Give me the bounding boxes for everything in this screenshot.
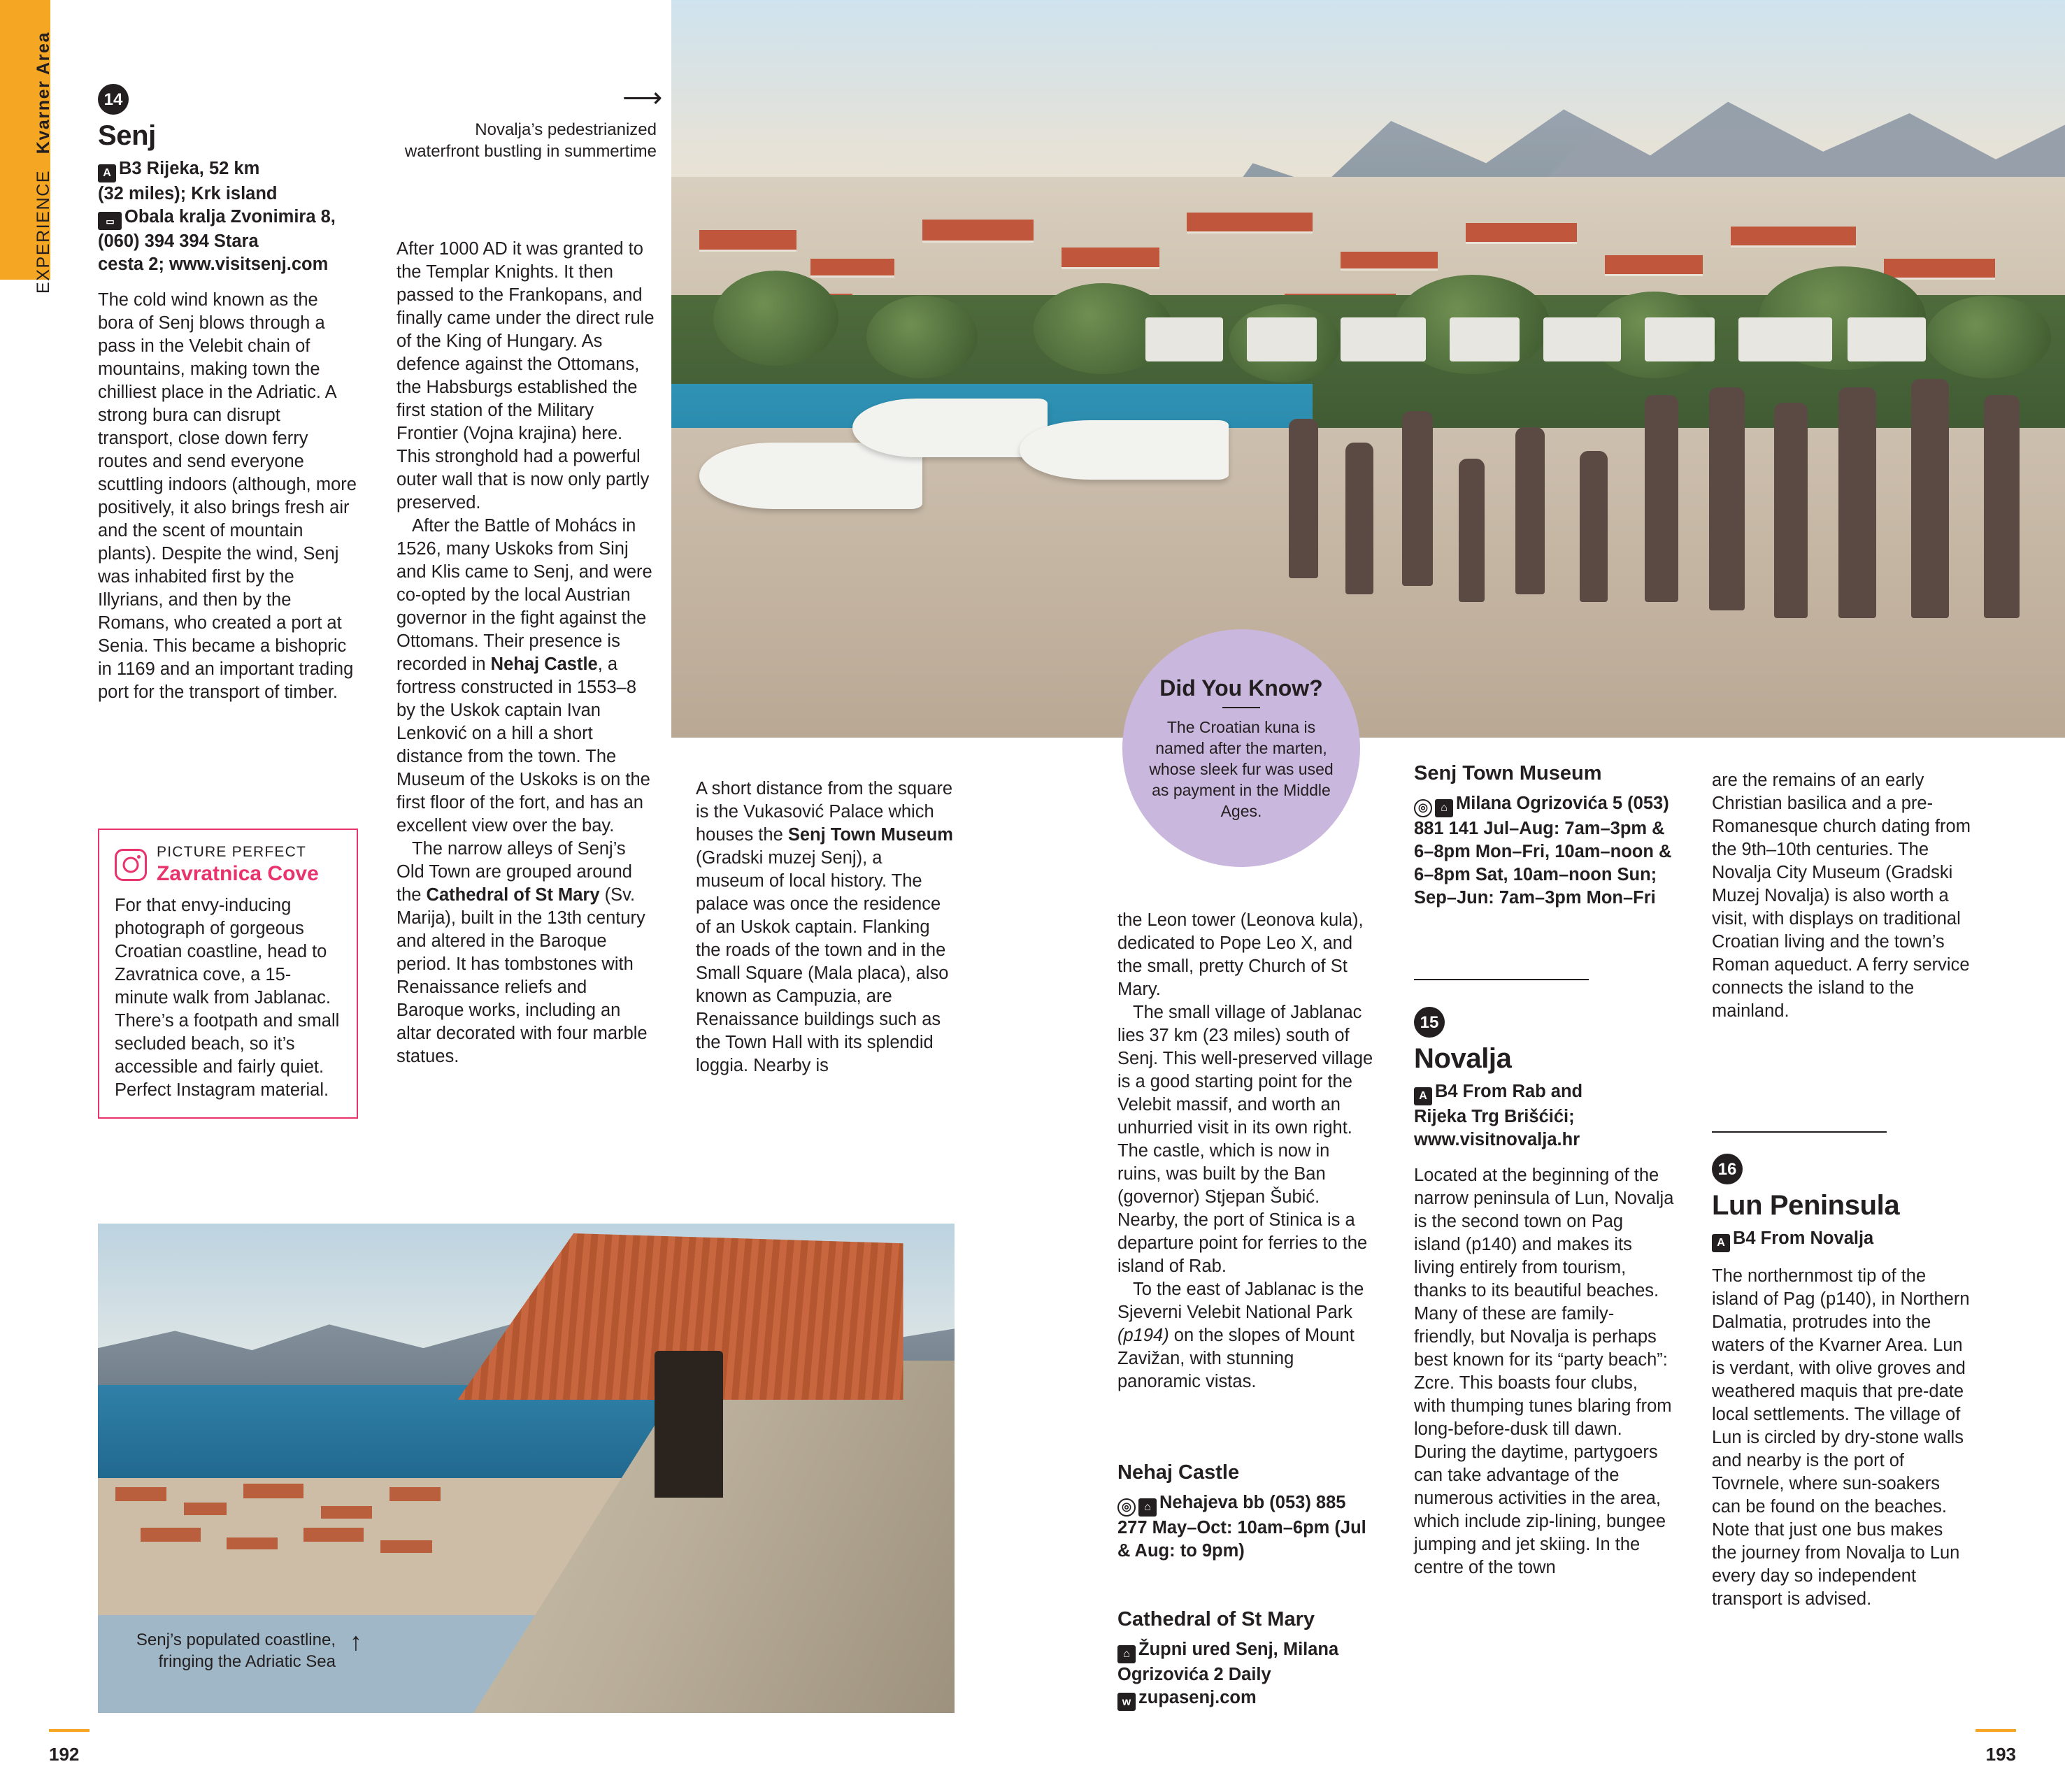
senj-para-4-a: A short distance from the square is the Vukasović Palace which houses the xyxy=(696,779,953,845)
senj-meta-4: (060) 394 394 Stara xyxy=(98,231,259,251)
lun-meta xyxy=(1712,1227,1972,1252)
section-divider-2 xyxy=(1712,1131,1887,1133)
novalja-column xyxy=(1414,1007,1674,1579)
page-ref-p194: (p194) xyxy=(1117,1326,1169,1345)
listing-details-cathedral xyxy=(1117,1638,1378,1711)
sight-number-novalja: 15 xyxy=(1414,1007,1445,1038)
photo-boat-3 xyxy=(1020,420,1229,479)
running-head-experience: EXPERIENCE xyxy=(34,169,53,294)
folio-right: 193 xyxy=(1985,1744,2016,1765)
senj-meta-3: Obala kralja Zvonimira 8, xyxy=(124,206,336,227)
listing-details-nehaj xyxy=(1117,1491,1378,1563)
novalja-meta-1: B4 From Rab and xyxy=(1435,1082,1583,1101)
address-icon: ⌂ xyxy=(1138,1498,1157,1517)
senj-para-1: After 1000 AD it was granted to the Templar Knights. It then passed to the Frankopans, and finally came under the direct rule of the King of Hungary. As defence against the Ottomans, the Habsburgs established the first station of the Military Frontier (Vojna krajina) here. This stronghold had a powerful outer wall that is now only partly preserved. xyxy=(396,239,655,512)
caption-bottom: Senj’s populated coastline, fringing the Adriatic Sea xyxy=(136,1630,336,1671)
arrow-right-icon: ⟶ xyxy=(622,83,663,113)
map-pin-icon: ◎ xyxy=(1117,1498,1136,1517)
photo-boat-2 xyxy=(852,399,1048,457)
web-icon: w xyxy=(1117,1693,1136,1711)
senj-meta-2: (32 miles); Krk island xyxy=(98,183,278,203)
novalja-continued-column xyxy=(1712,769,1972,1023)
did-you-know-body: The Croatian kuna is named after the marten, whose sleek fur was used as payment in the Middle Ages. xyxy=(1149,717,1334,820)
novalja-meta-3[interactable]: www.visitnovalja.hr xyxy=(1414,1129,1580,1149)
map-grid-icon: A xyxy=(1414,1087,1432,1105)
senj-meta xyxy=(98,157,357,276)
nehaj-castle-ref: Nehaj Castle xyxy=(490,654,598,674)
listing-title-nehaj: Nehaj Castle xyxy=(1117,1461,1240,1484)
listing-details-museum xyxy=(1414,792,1674,910)
picture-perfect-header xyxy=(115,844,341,886)
senj-para-3-c: (Sv. Marija), built in the 13th century and altered in the Baroque period. It has tombstones with Renaissance reliefs and Baroque works, including an altar decorated with four marble statues. xyxy=(396,885,648,1066)
lun-body: The northernmost tip of the island of Pag (p140), in Northern Dalmatia, protrudes into the waters of the Kvarner Area. Lun is verdant, with olive groves and weathered maquis that pre-date local settlements. The village of Lun is circled by dry-stone walls and nearby is the port of Tovrnele, where sun-soakers can be found on the beaches. Note that just one bus makes the journey from Novalja to Lun every day so independent transport is advised. xyxy=(1712,1266,1970,1609)
listing-title-museum: Senj Town Museum xyxy=(1414,762,1602,784)
photo-doorway xyxy=(655,1351,723,1498)
section-divider xyxy=(1414,979,1589,980)
sight-number-lun: 16 xyxy=(1712,1154,1743,1184)
photo-crowd xyxy=(1257,339,2065,738)
senj-para-7-c: on the slopes of Mount Zavižan, with stunning panoramic vistas. xyxy=(1117,1326,1355,1391)
listing-cathedral xyxy=(1117,1608,1378,1723)
lun-column xyxy=(1712,1154,1972,1611)
senj-para-4 xyxy=(696,777,955,1077)
novalja-meta-2: Rijeka Trg Brišćići; xyxy=(1414,1106,1575,1126)
picture-perfect-body: For that envy-inducing photograph of gorgeous Croatian coastline, head to Zavratnica cove, a 15-minute walk from Jablanac. There’s a footpath and small secluded beach, so it’s accessible and fairly quiet. Perfect Instagram material. xyxy=(115,896,340,1100)
page-title-novalja: Novalja xyxy=(1414,1043,1512,1074)
senj-para-2-c: , a fortress constructed in 1553–8 by the Uskok captain Ivan Lenković on a hill a short distance from the town. The Museum of the Uskoks is on the first floor of the fort, and has an excellent view over the bay. xyxy=(396,654,650,836)
did-you-know-callout xyxy=(1122,629,1360,867)
senj-column-4 xyxy=(1117,909,1378,1393)
senj-meta-5: cesta 2; www.visitsenj.com xyxy=(98,255,329,274)
senj-column-2 xyxy=(396,238,657,1068)
running-head-chapter: Kvarner Area xyxy=(34,31,53,155)
map-grid-icon: A xyxy=(1712,1234,1730,1252)
senj-para-3-a: The narrow alleys of Senj’s Old Town are grouped around the xyxy=(396,839,632,905)
address-icon: ⌂ xyxy=(1435,799,1453,817)
bus-icon: ▭ xyxy=(98,212,122,230)
listing-nehaj-castle xyxy=(1117,1461,1378,1575)
senj-para-4-c: (Gradski muzej Senj), a museum of local history. The palace was once the residence of an Uskok captain. Flanking the roads of the town and in the Small Square (Mala placa), also known as Campuzia, are Renaissance buildings such as the Town Hall with its splendid loggia. Nearby is xyxy=(696,848,949,1075)
running-head xyxy=(34,31,54,294)
folio-rule-right xyxy=(1975,1729,2016,1732)
listing-title-cathedral: Cathedral of St Mary xyxy=(1117,1608,1315,1630)
senj-intro-column xyxy=(98,84,357,704)
senj-para-2-a: After the Battle of Mohács in 1526, many Uskoks from Sinj and Klis came to Senj, and were co-opted by the local Austrian governor in the fight against the Ottomans. Their presence is recorded in xyxy=(396,516,652,674)
address-icon: ⌂ xyxy=(1117,1645,1136,1663)
cathedral-ref: Cathedral of St Mary xyxy=(426,885,600,905)
picture-perfect-title: Zavratnica Cove xyxy=(157,862,319,885)
page-title-lun: Lun Peninsula xyxy=(1712,1190,1900,1221)
senj-para-3 xyxy=(396,838,657,1068)
photo-novalja-waterfront xyxy=(671,0,2065,738)
arrow-up-icon: ↑ xyxy=(350,1627,362,1656)
caption-top: Novalja’s pedestrianized waterfront bustling in summertime xyxy=(404,120,657,161)
senj-town-museum-ref: Senj Town Museum xyxy=(787,825,953,845)
lun-meta-1: B4 From Novalja xyxy=(1733,1228,1874,1248)
listing-cathedral-web[interactable]: zupasenj.com xyxy=(1138,1687,1257,1707)
divider xyxy=(1222,707,1260,708)
map-grid-icon: A xyxy=(98,164,116,182)
novalja-body-cont: are the remains of an early Christian basilica and a pre-Romanesque church dating from the 9th–10th centuries. The Novalja City Museum (Gradski Muzej Novalja) is also worth a visit, with displays on traditional Croatian living and the town’s Roman aqueduct. A ferry service connects the island to the mainland. xyxy=(1712,770,1971,1021)
camera-icon xyxy=(115,849,147,881)
senj-para-6: The small village of Jablanac lies 37 km (23 miles) south of Senj. This well-preserved village is a good starting point for the Velebit massif, and worth an unhurried visit in its own right. The castle, which is now in ruins, was built by the Ban (governor) Stjepan Šubić. Nearby, the port of Stinica is a departure point for ferries to the island of Rab. xyxy=(1117,1003,1373,1276)
senj-column-3 xyxy=(696,777,955,1077)
senj-para-2 xyxy=(396,515,657,838)
listing-cathedral-text: Župni ured Senj, Milana Ogrizovića 2 Daily xyxy=(1117,1640,1339,1684)
listing-museum-text: Milana Ogrizovića 5 (053) 881 141 Jul–Aug: 7am–3pm & 6–8pm Mon–Fri, 10am–noon & 6–8pm Sat, 10am–noon Sun; Sep–Jun: 7am–3pm Mon–Fri xyxy=(1414,794,1672,908)
sight-number-senj: 14 xyxy=(98,84,129,115)
folio-left: 192 xyxy=(49,1744,80,1765)
listing-nehaj-text: Nehajeva bb (053) 885 277 May–Oct: 10am–6pm (Jul & Aug: to 9pm) xyxy=(1117,1493,1366,1561)
senj-para-5: the Leon tower (Leonova kula), dedicated to Pope Leo X, and the small, pretty Church of St Mary. xyxy=(1117,910,1364,999)
folio-rule-left xyxy=(49,1729,90,1732)
page-title-senj: Senj xyxy=(98,120,156,151)
senj-para-7 xyxy=(1117,1278,1378,1393)
listing-senj-town-museum xyxy=(1414,762,1674,922)
picture-perfect-box xyxy=(98,829,358,1119)
map-pin-icon: ◎ xyxy=(1414,799,1432,817)
picture-perfect-kicker: PICTURE PERFECT xyxy=(157,844,307,860)
senj-para-7-a: To the east of Jablanac is the Sjeverni Velebit National Park xyxy=(1117,1280,1364,1322)
senj-body-col1: The cold wind known as the bora of Senj blows through a pass in the Velebit chain of mountains, making town the chilliest place in the Adriatic. A strong bura can disrupt transport, close down ferry routes and send everyone scuttling indoors (although, more positively, it also brings fresh air and the scent of mountain plants). Despite the wind, Senj was inhabited first by the Illyrians, and then by the Romans, who created a port at Senia. This became a bishopric in 1169 and an important trading port for the transport of timber. xyxy=(98,290,357,702)
senj-meta-1: B3 Rijeka, 52 km xyxy=(119,159,260,178)
did-you-know-title: Did You Know? xyxy=(1159,675,1323,701)
novalja-body: Located at the beginning of the narrow peninsula of Lun, Novalja is the second town on Pag island (p140) and makes its living entirely from tourism, thanks to its beautiful beaches. Many of these are family-friendly, but Novalja is perhaps best known for its “party beach”: Zcre. This boasts four clubs, with thumping tunes blaring from long-before-dusk till dawn. During the daytime, partygoers can take advantage of the numerous activities in the area, which include zip-lining, bungee jumping and jet skiing. In the centre of the town xyxy=(1414,1165,1674,1577)
novalja-meta xyxy=(1414,1080,1674,1152)
